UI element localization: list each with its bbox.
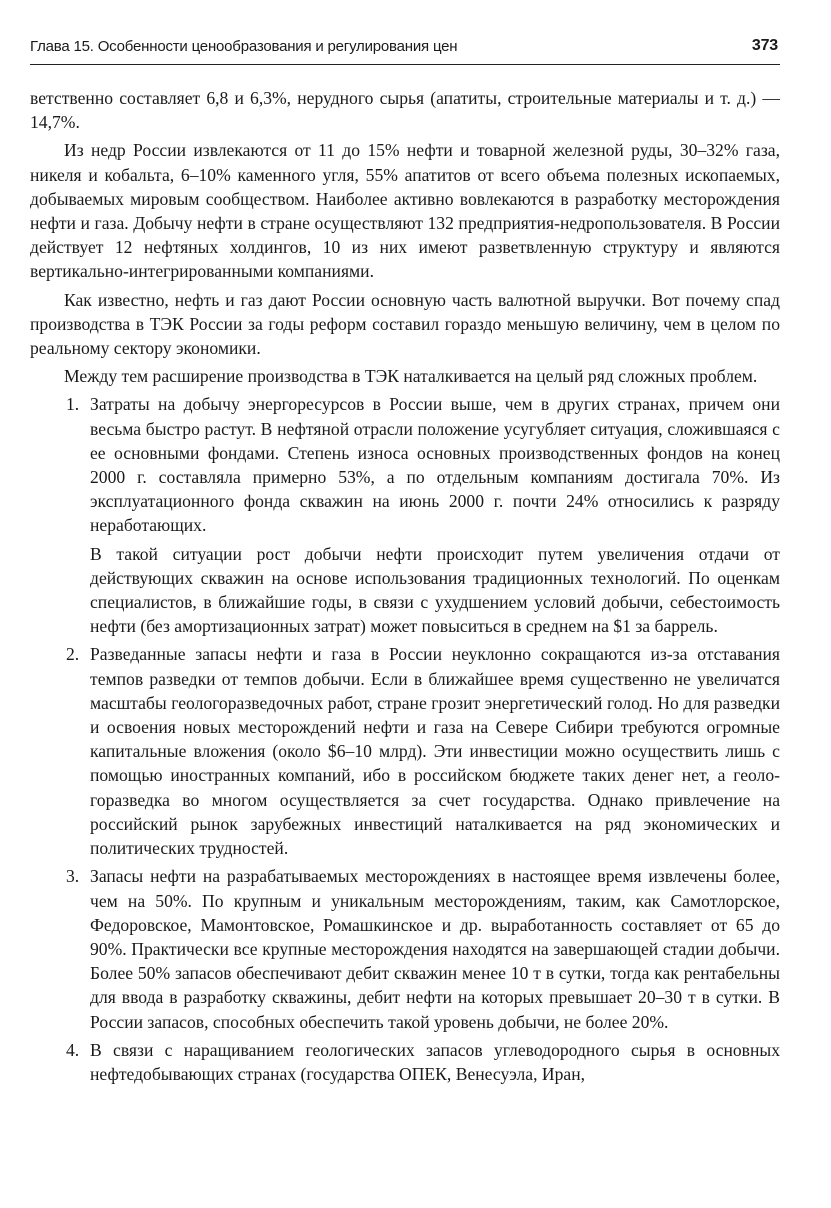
list-item-text: Разведанные запасы нефти и газа в России неуклонно сокращаются из-за отставания темпов разведки от темпов добычи. Если в ближайшее время существенно не увеличатся масштабы геологоразведочных работ, стране грозит энергетический голод. Но для разведки и освоения новых месторождений нефти и газа на Севере Сибири требуются огромные капитальные вложения (около $6–10 млрд). Эти инвестиции можно осуществить лишь с помощью иностранных компаний, ибо в российском бюджете таких денег нет, а геологоразведка во многом осуществляется за счет государства. Однако привлечение на российский рынок зарубежных инвестиций наталкивается на ряд экономических и политических трудностей. [90, 644, 780, 859]
page-number: 373 [751, 37, 778, 54]
paragraph: Между тем расширение производства в ТЭК наталкивается на целый ряд сложных проблем. [64, 366, 758, 387]
numbered-list [30, 392, 780, 1086]
chapter-title: Глава 15. Особенности ценообразования и регулирования цен [30, 38, 458, 55]
list-item [30, 642, 780, 860]
running-head [30, 38, 778, 62]
list-item-text: Затраты на добычу энергоресурсов в России выше, чем в других странах, причем они весьма быстро растут. В нефтяной отрасли положение усугубляет ситуация, сложившаяся с ее основными фондами. Степень износа основных производственных фондов на конец 2000 г. составляла примерно 53%, а по отдельным компаниям достигала 70%. Из эксплуатационного фонда скважин на июнь 2000 г. почти 24% относились к разряду неработающих. [90, 394, 780, 536]
body-text [30, 86, 780, 1090]
list-item-number: 4. [66, 1039, 80, 1060]
list-item-text: Запасы нефти на разрабатываемых месторождениях в настоящее время извлечены более, чем на 50%. По крупным и уникальным месторождениям, таким, как Самотлорское, Федоровское, Мамонтовское, Ромашкинское и др. выработанность составляет от 65 до 90%. Практически все крупные месторождения находятся на завершающей стадии добычи. Более 50% запасов обеспечивают дебит скважин менее 10 т в сутки, тогда как рентабельны для ввода в разработку скважины, дебит нефти на которых превышает 20–30 т в сутки. В России запасов, способных обеспечить такой уровень добычи, не более 20%. [90, 866, 780, 1032]
list-item-extra-text: В такой ситуации рост добычи нефти происходит путем увеличения отдачи от действующих скважин на основе использования традиционных технологий. По оценкам специалистов, в ближайшие годы, в связи с ухудшением условий добычи, себестоимость нефти (без амортизационных затрат) может повыситься в среднем на $1 за баррель. [90, 543, 780, 637]
header-rule [30, 64, 780, 65]
paragraph-continued: ветственно составляет 6,8 и 6,3%, нерудного сырья (апатиты, строительные материалы и т. д.) — 14,7%. [30, 88, 780, 133]
paragraph: Из недр России извлекаются от 11 до 15% нефти и товарной железной руды, 30–32% газа, никеля и кобальта, 6–10% каменного угля, 55% апатитов от всего объема полезных ископаемых, добываемых мировым сообществом. Наиболее активно вовлекаются в разработку месторождения нефти и газа. Добычу нефти в стране осуществляют 132 предприятия-недропользователя. В России действует 12 нефтяных холдингов, 10 из них имеют разветвленную структуру и являются вертикально-интегрированными компаниями. [30, 140, 780, 282]
list-item-number: 1. [66, 394, 80, 415]
list-item-number: 3. [66, 866, 80, 887]
list-item [30, 1038, 780, 1086]
list-item [30, 392, 780, 638]
list-item [30, 864, 780, 1033]
list-item-number: 2. [66, 644, 80, 665]
list-item-text: В связи с наращиванием геологических запасов углеводородного сырья в основных нефтедобывающих странах (государства ОПЕК, Венесуэла, Иран, [90, 1039, 780, 1084]
paragraph: Как известно, нефть и газ дают России основную часть валютной выручки. Вот почему спад производства в ТЭК России за годы реформ составил гораздо меньшую величину, чем в целом по реальному сектору экономики. [30, 289, 780, 359]
